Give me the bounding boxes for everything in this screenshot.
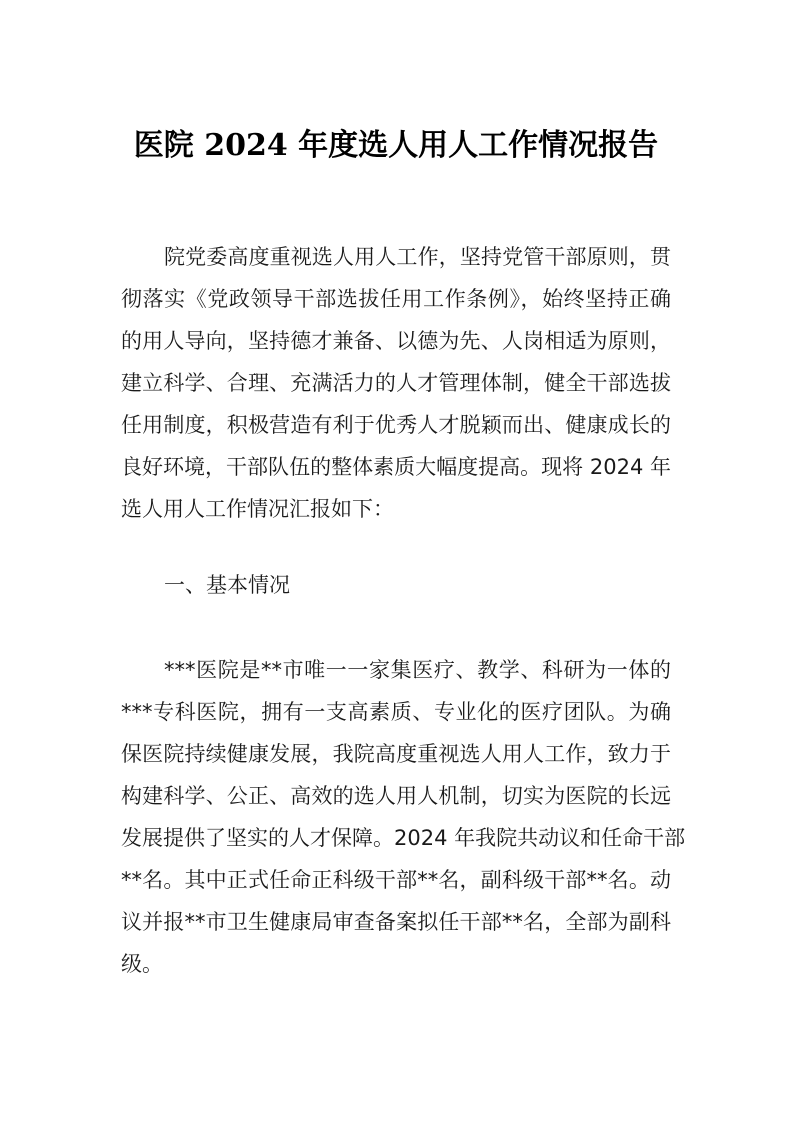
- text-line: ***专科医院，拥有一支高素质、专业化的医疗团队。为确: [121, 700, 671, 724]
- text-line: 院党委高度重视选人用人工作，坚持党管干部原则，贯: [164, 245, 671, 269]
- text-line: 发展提供了坚实的人才保障。2024 年我院共动议和任命干部: [121, 826, 686, 850]
- text-line: 保医院持续健康发展，我院高度重视选人用人工作，致力于: [121, 742, 671, 766]
- text-line: 的用人导向，坚持德才兼备、以德为先、人岗相适为原则，: [121, 329, 671, 353]
- paragraph-basic-situation: [121, 649, 686, 985]
- text-line: 良好环境，干部队伍的整体素质大幅度提高。现将 2024 年: [121, 455, 671, 479]
- text-line: 级。: [121, 952, 163, 976]
- text-line: ***医院是**市唯一一家集医疗、教学、科研为一体的: [164, 658, 671, 682]
- text-line: 选人用人工作情况汇报如下：: [121, 497, 394, 521]
- text-line: 建立科学、合理、充满活力的人才管理体制，健全干部选拔: [121, 371, 671, 395]
- document-title: 医院 2024 年度选人用人工作情况报告: [133, 128, 659, 163]
- section-heading-basic-situation: 一、基本情况: [164, 573, 290, 597]
- text-line: 任用制度，积极营造有利于优秀人才脱颖而出、健康成长的: [121, 413, 671, 437]
- text-line: **名。其中正式任命正科级干部**名，副科级干部**名。动: [121, 868, 671, 892]
- text-line: 构建科学、公正、高效的选人用人机制，切实为医院的长远: [121, 784, 671, 808]
- paragraph-intro: [121, 236, 671, 530]
- text-line: 彻落实《党政领导干部选拔任用工作条例》，始终坚持正确: [121, 287, 671, 311]
- text-line: 议并报**市卫生健康局审查备案拟任干部**名，全部为副科: [121, 910, 671, 934]
